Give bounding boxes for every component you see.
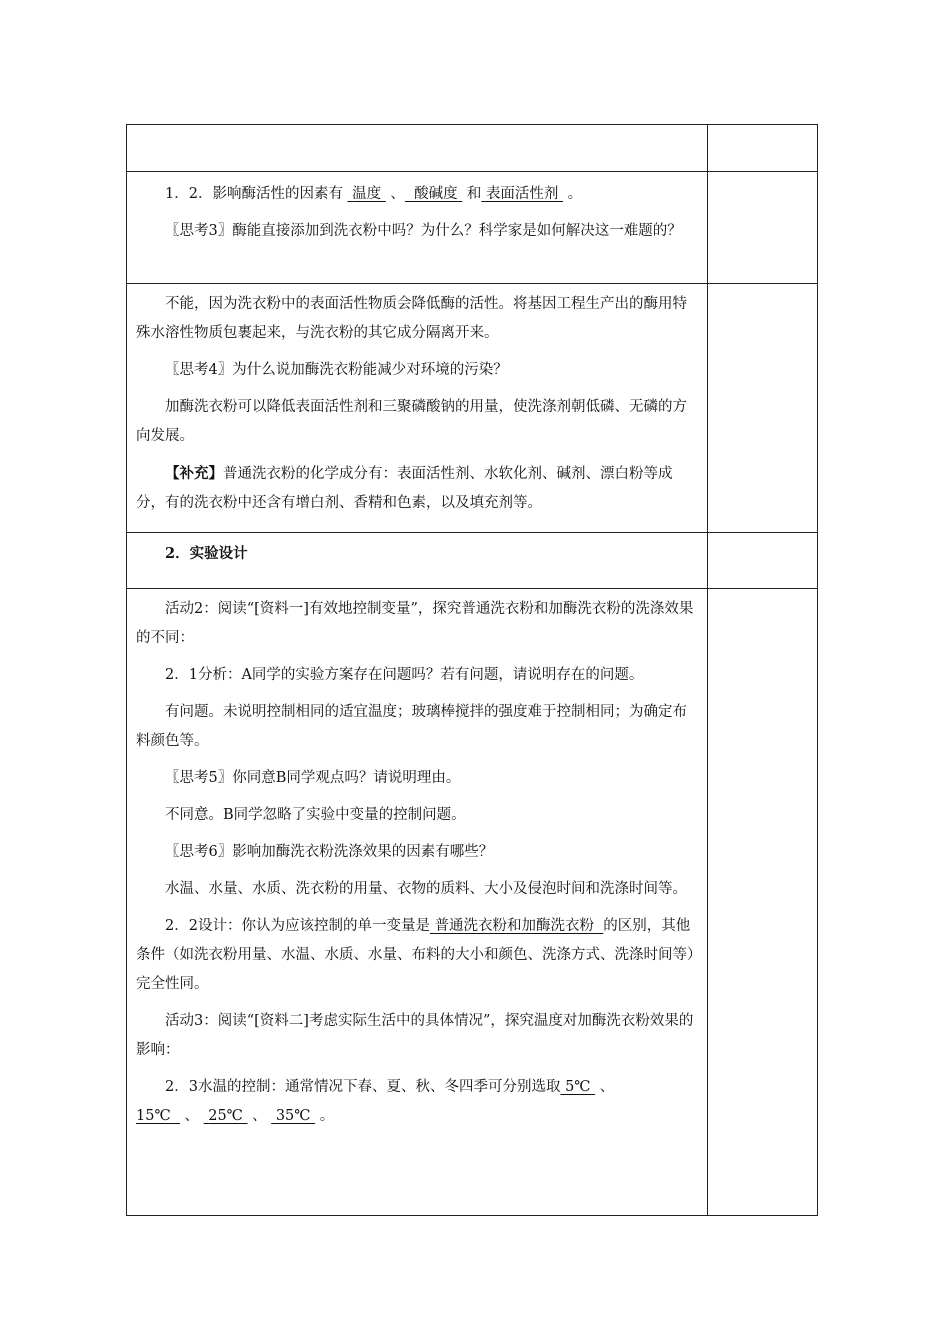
think4: 〖思考4〗为什么说加酶洗衣粉能减少对环境的污染？ xyxy=(165,362,508,378)
separator: 、 xyxy=(390,186,405,202)
fill-acidity: 酸碱度 xyxy=(414,186,458,202)
table-row-heading xyxy=(126,533,818,589)
side-cell xyxy=(708,589,818,1215)
main-cell xyxy=(126,172,708,283)
answer6: 水温、水量、水质、洗衣粉的用量、衣物的质料、大小及侵泡时间和洗涤时间等。 xyxy=(165,881,687,897)
fill-summer: 15℃ xyxy=(136,1108,171,1124)
question-2-3 xyxy=(136,1073,698,1131)
fill-spring: 5℃ xyxy=(565,1079,591,1095)
q22-prefix: 2．2设计：你认为应该控制的单一变量是 xyxy=(165,918,430,934)
think3: 〖思考3〗酶能直接添加到洗衣粉中吗？为什么？科学家是如何解决这一难题的？ xyxy=(165,223,682,239)
answer4: 加酶洗衣粉可以降低表面活性剂和三聚磷酸钠的用量，使洗涤剂朝低磷、无磷的方向发展。 xyxy=(136,399,687,444)
main-cell xyxy=(126,589,708,1215)
answer5: 不同意。B同学忽略了实验中变量的控制问题。 xyxy=(165,807,466,823)
table-row-answers xyxy=(126,284,818,533)
fill-autumn: 25℃ xyxy=(208,1108,243,1124)
activity2: 活动2：阅读“[资料一]有效地控制变量”，探究普通洗衣粉和加酶洗衣粉的洗涤效果的不同： xyxy=(136,601,694,646)
think6: 〖思考6〗影响加酶洗衣粉洗涤效果的因素有哪些？ xyxy=(165,844,494,860)
content-table xyxy=(126,124,818,1216)
separator: 、 xyxy=(252,1108,267,1124)
separator: 、 xyxy=(184,1108,199,1124)
activity3: 活动3：阅读“[资料二]考虑实际生活中的具体情况”，探究温度对加酶洗衣粉效果的影响： xyxy=(136,1013,694,1058)
table-row-factors xyxy=(126,172,818,284)
supplement-label: 【补充】 xyxy=(165,465,223,482)
q23-prefix: 2．3水温的控制：通常情况下春、夏、秋、冬四季可分别选取 xyxy=(165,1079,561,1095)
question-2-2 xyxy=(136,912,698,999)
side-cell xyxy=(708,125,818,171)
supplement xyxy=(136,459,698,518)
section-heading: 2．实验设计 xyxy=(165,545,248,562)
question-2-1: 2．1分析：A同学的实验方案存在问题吗？若有问题，请说明存在的问题。 xyxy=(165,667,644,683)
answer-2-1: 有问题。未说明控制相同的适宜温度；玻璃棒搅拌的强度难于控制相同；为确定布料颜色等。 xyxy=(136,704,687,749)
fill-winter: 35℃ xyxy=(275,1108,311,1124)
answer3: 不能，因为洗衣粉中的表面活性物质会降低酶的活性。将基因工程生产出的酶用特殊水溶性物质包裹起来，与洗衣粉的其它成分隔离开来。 xyxy=(136,296,687,341)
fill-surfactant: 表面活性剂 xyxy=(485,186,559,202)
period: 。 xyxy=(319,1108,335,1124)
separator: 、 xyxy=(599,1079,615,1095)
factors-prefix: 1．2．影响酶活性的因素有 xyxy=(165,186,343,202)
table-row-empty xyxy=(126,125,818,172)
separator: 和 xyxy=(466,186,482,202)
main-cell xyxy=(126,284,708,532)
fill-single-variable: 普通洗衣粉和加酶洗衣粉 xyxy=(434,918,595,934)
side-cell xyxy=(708,284,818,532)
side-cell xyxy=(708,172,818,283)
table-row-experiment xyxy=(126,589,818,1216)
factors-line xyxy=(136,180,698,209)
main-cell xyxy=(126,533,708,588)
main-cell xyxy=(126,125,708,171)
side-cell xyxy=(708,533,818,588)
fill-temperature: 温度 xyxy=(352,186,382,202)
supplement-text: 普通洗衣粉的化学成分有：表面活性剂、水软化剂、碱剂、漂白粉等成分，有的洗衣粉中还含有增白剂、香精和色素，以及填充剂等。 xyxy=(136,466,673,511)
period: 。 xyxy=(567,186,583,202)
think5: 〖思考5〗你同意B同学观点吗？请说明理由。 xyxy=(165,770,461,786)
q22-suffix: 的区别，其他条件（如洗衣粉用量、水温、水质、水量、布料的大小和颜色、洗涤方式、洗涤时间等）完全性同。 xyxy=(136,918,695,992)
